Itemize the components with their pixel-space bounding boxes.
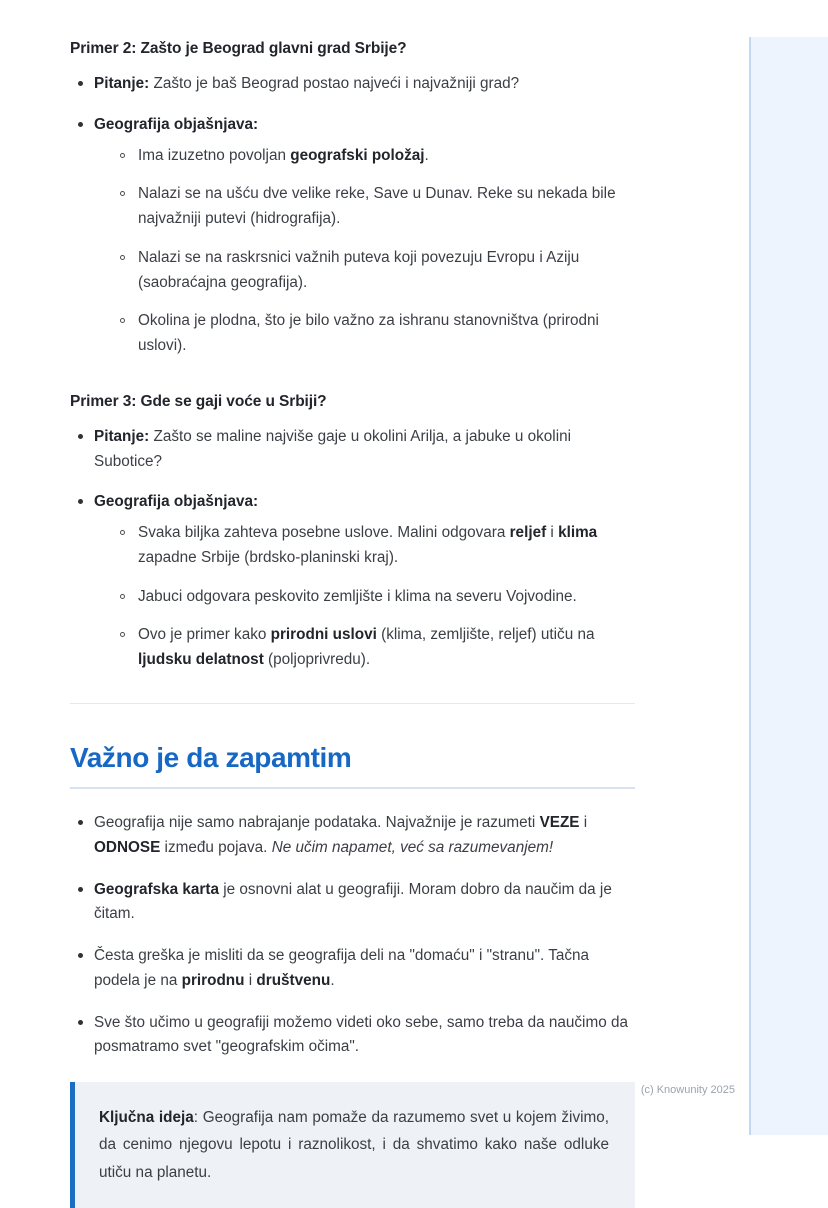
example-2-heading: Primer 2: Zašto je Beograd glavni grad Srbije? — [70, 40, 407, 57]
example-2-list — [70, 72, 635, 359]
example-3-list — [70, 425, 635, 673]
memo-tail: . — [330, 971, 335, 989]
sub-point-tail: zapadne Srbije (brdsko-planinski kraj). — [138, 548, 399, 566]
title-underline-rule — [70, 787, 635, 789]
example-3-sub-list — [112, 521, 635, 673]
question-label: Pitanje: — [94, 427, 150, 445]
question-text: Zašto je baš Beograd postao najveći i najvažniji grad? — [149, 75, 520, 92]
list-item — [112, 623, 635, 673]
list-item — [70, 113, 635, 359]
memo-conjunction: i — [579, 814, 588, 832]
question-label: Pitanje: — [94, 75, 150, 92]
list-item — [70, 1011, 635, 1061]
memo-conjunction: i — [244, 971, 257, 989]
sub-point-emphasis: ljudsku delatnost — [138, 651, 264, 669]
sub-point-text: Nalazi se na raskrsnici važnih puteva koji povezuju Evropu i Aziju (saobraćajna geografija). — [138, 248, 580, 291]
list-item — [112, 521, 635, 571]
list-item — [70, 944, 635, 994]
memo-text: je osnovni alat u geografiji. Moram dobro da naučim da je čitam. — [94, 880, 612, 923]
nested-list-wrapper — [112, 144, 635, 359]
section-divider — [70, 703, 635, 704]
memo-tail: između pojava. — [160, 838, 272, 856]
memo-emphasis: ODNOSE — [94, 838, 161, 856]
explains-label: Geografija objašnjava: — [94, 493, 259, 511]
page-title: Važno je da zapamtim — [70, 742, 352, 774]
memo-emphasis: društvenu — [256, 971, 331, 989]
key-idea-text: : Geografija nam pomaže da razumemo svet u kojem živimo, da cenimo njegovu lepotu i raznolikost, i da shvatimo kako naše odluke utiču na planetu. — [99, 1109, 609, 1181]
sub-point-text: Jabuci odgovara peskovito zemljište i klima na severu Vojvodine. — [138, 587, 577, 605]
memo-emphasis: prirodnu — [181, 971, 245, 989]
sub-point-conjunction: i — [546, 524, 559, 542]
memo-italic-note: Ne učim napamet, već sa razumevanjem! — [271, 838, 554, 856]
nested-list-wrapper — [112, 521, 635, 673]
list-item — [70, 72, 635, 97]
key-idea-callout — [70, 1082, 635, 1208]
sub-point-tail: (poljoprivredu). — [263, 651, 371, 669]
question-text: Zašto se maline najviše gaje u okolini Arilja, a jabuke u okolini Subotice? — [94, 427, 571, 470]
sub-point-conjunction: (klima, zemljište, reljef) utiču na — [376, 626, 595, 644]
list-item — [112, 182, 635, 232]
example-3-heading: Primer 3: Gde se gaji voće u Srbiji? — [70, 392, 327, 410]
list-item — [112, 144, 635, 169]
sub-point-text: Ima izuzetno povoljan — [138, 146, 291, 164]
sub-point-text: Ovo je primer kako — [138, 626, 271, 644]
key-idea-label: Ključna ideja — [99, 1109, 194, 1127]
memo-text: Geografija nije samo nabrajanje podataka. Najvažnije je razumeti — [94, 814, 540, 832]
list-item — [70, 878, 635, 928]
sub-point-text: Svaka biljka zahteva posebne uslove. Malini odgovara — [138, 524, 510, 542]
page-side-strip — [749, 37, 828, 1135]
list-item — [112, 585, 635, 610]
memo-text: Sve što učimo u geografiji možemo videti oko sebe, samo treba da naučimo da posmatramo svet "geografskim očima". — [94, 1013, 628, 1056]
list-item — [70, 811, 635, 861]
sub-point-emphasis: geografski položaj — [290, 146, 425, 164]
explains-label: Geografija objašnjava: — [94, 115, 259, 133]
memo-emphasis: VEZE — [539, 814, 580, 832]
example-2-sub-list — [112, 144, 635, 359]
sub-point-emphasis: prirodni uslovi — [270, 626, 377, 644]
list-item — [112, 246, 635, 296]
memo-list — [70, 811, 635, 1060]
sub-point-emphasis: reljef — [509, 524, 547, 542]
sub-point-tail: . — [424, 146, 429, 164]
list-item — [70, 490, 635, 673]
sub-point-text: Nalazi se na ušću dve velike reke, Save u Dunav. Reke su nekada bile najvažniji putevi (hidrografija). — [138, 185, 616, 228]
footer-copyright: (c) Knowunity 2025 — [640, 1084, 735, 1096]
sub-point-emphasis: klima — [558, 524, 598, 542]
memo-emphasis: Geografska karta — [94, 880, 219, 898]
sub-point-text: Okolina je plodna, što je bilo važno za ishranu stanovništva (prirodni uslovi). — [138, 312, 599, 355]
memo-text: Česta greška je misliti da se geografija deli na "domaću" i "stranu". Tačna podela je na — [94, 947, 590, 989]
list-item — [112, 309, 635, 359]
list-item — [70, 425, 635, 475]
